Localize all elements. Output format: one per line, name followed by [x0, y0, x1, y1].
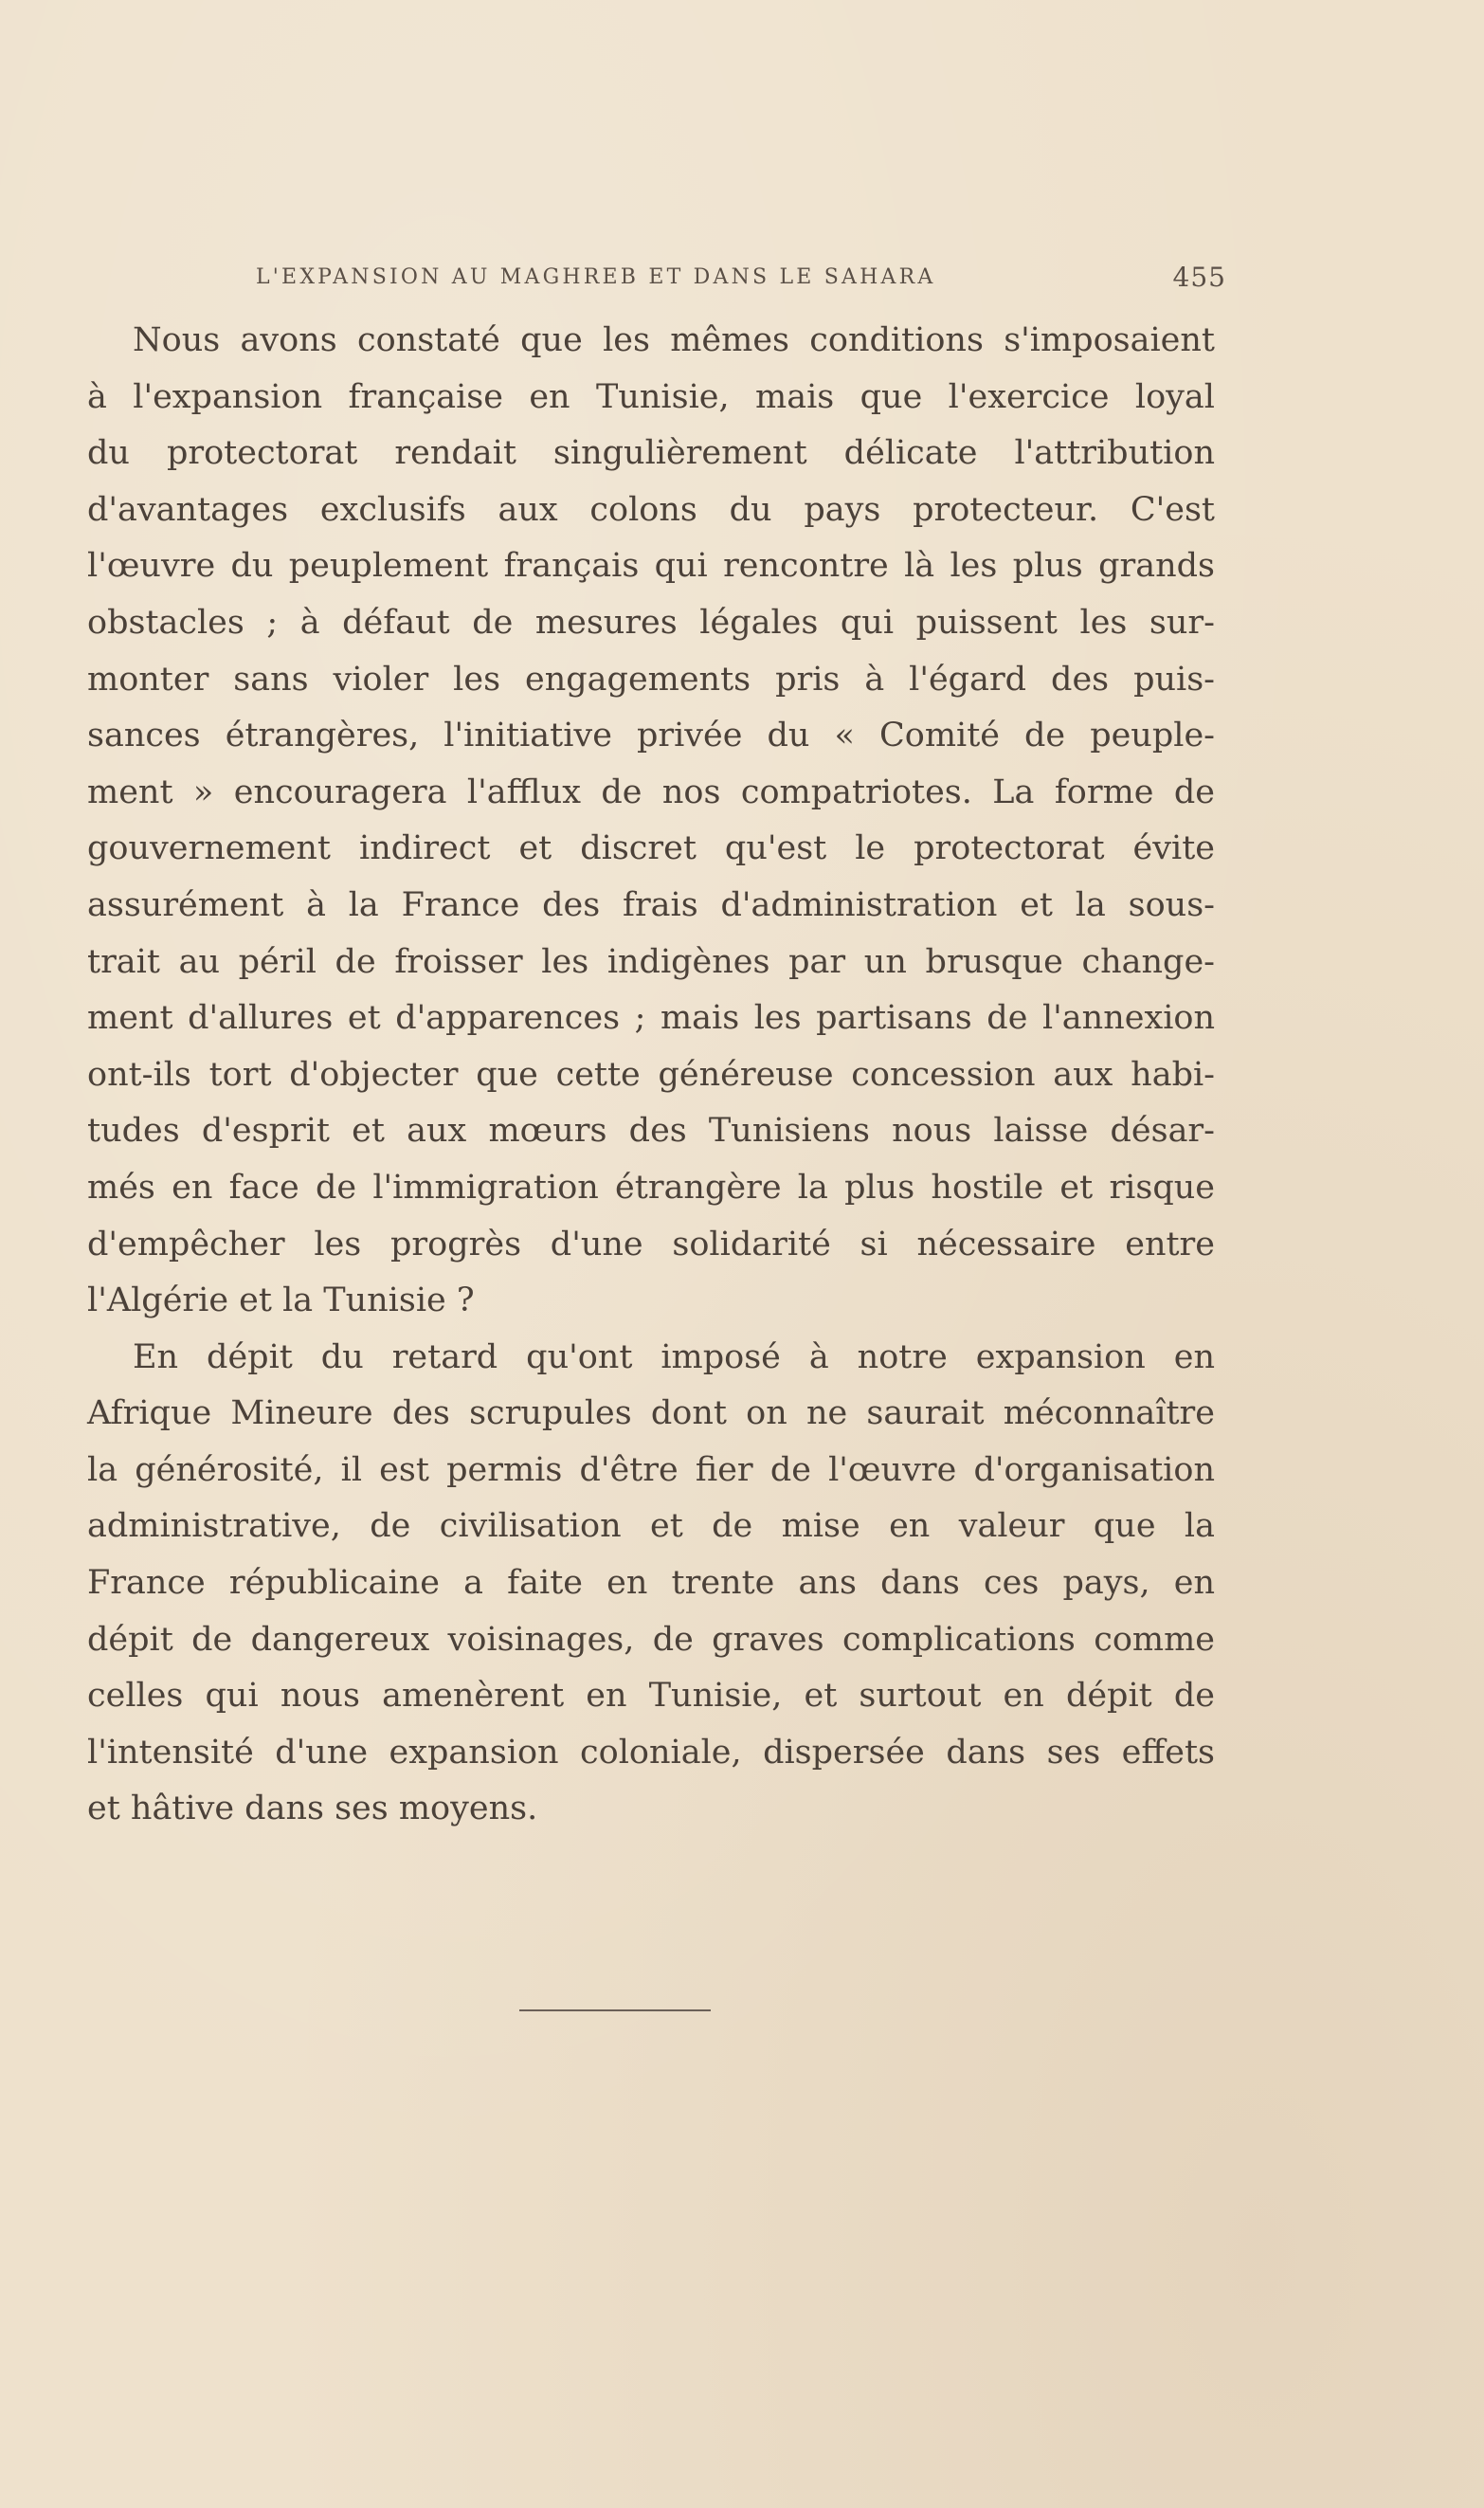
text-line: l'œuvre du peuplement français qui rencontre là les plus grands: [87, 547, 1215, 586]
text-line: més en face de l'immigration étrangère la plus hostile et risque: [87, 1168, 1215, 1207]
text-line: Afrique Mineure des scrupules dont on ne saurait méconnaître: [87, 1394, 1215, 1433]
page-number: 455: [1172, 262, 1226, 293]
text-line: dépit de dangereux voisinages, de graves complications comme: [87, 1620, 1215, 1659]
text-line: ment d'allures et d'apparences ; mais les partisans de l'annexion: [87, 999, 1215, 1038]
page-header: [256, 258, 1226, 296]
section-end-rule: [519, 2009, 711, 2011]
text-line: France républicaine a faite en trente ans dans ces pays, en: [87, 1564, 1215, 1603]
text-line: d'avantages exclusifs aux colons du pays protecteur. C'est: [87, 490, 1215, 529]
text-line: sances étrangères, l'initiative privée du « Comité de peuple-: [87, 717, 1215, 755]
body-text: [87, 313, 1215, 1838]
text-line: ment » encouragera l'afflux de nos compatriotes. La forme de: [87, 772, 1215, 811]
text-line: administrative, de civilisation et de mise en valeur que la: [87, 1507, 1215, 1546]
text-line: du protectorat rendait singulièrement délicate l'attribution: [87, 434, 1215, 473]
text-line: celles qui nous amenèrent en Tunisie, et surtout en dépit de: [87, 1677, 1215, 1716]
text-line: obstacles ; à défaut de mesures légales qui puissent les sur-: [87, 603, 1215, 642]
text-line: l'intensité d'une expansion coloniale, dispersée dans ses effets: [87, 1733, 1215, 1772]
text-line: monter sans violer les engagements pris à l'égard des puis-: [87, 660, 1215, 699]
running-title: L'EXPANSION AU MAGHREB ET DANS LE SAHARA: [256, 265, 936, 289]
text-line: Nous avons constaté que les mêmes conditions s'imposaient: [133, 321, 1215, 359]
text-line: et hâtive dans ses moyens.: [87, 1790, 538, 1828]
text-line: tudes d'esprit et aux mœurs des Tunisiens nous laisse désar-: [87, 1112, 1215, 1151]
text-line: trait au péril de froisser les indigènes par un brusque change-: [87, 942, 1215, 981]
text-line: l'Algérie et la Tunisie ?: [87, 1281, 475, 1320]
text-line: assurément à la France des frais d'administration et la sous-: [87, 885, 1215, 924]
text-line: à l'expansion française en Tunisie, mais que l'exercice loyal: [87, 377, 1215, 416]
text-line: la générosité, il est permis d'être fier de l'œuvre d'organisation: [87, 1450, 1215, 1489]
text-line: ont-ils tort d'objecter que cette généreuse concession aux habi-: [87, 1055, 1215, 1094]
text-line: En dépit du retard qu'ont imposé à notre expansion en: [133, 1337, 1215, 1376]
text-line: d'empêcher les progrès d'une solidarité si nécessaire entre: [87, 1225, 1215, 1263]
text-line: gouvernement indirect et discret qu'est le protectorat évite: [87, 829, 1215, 868]
